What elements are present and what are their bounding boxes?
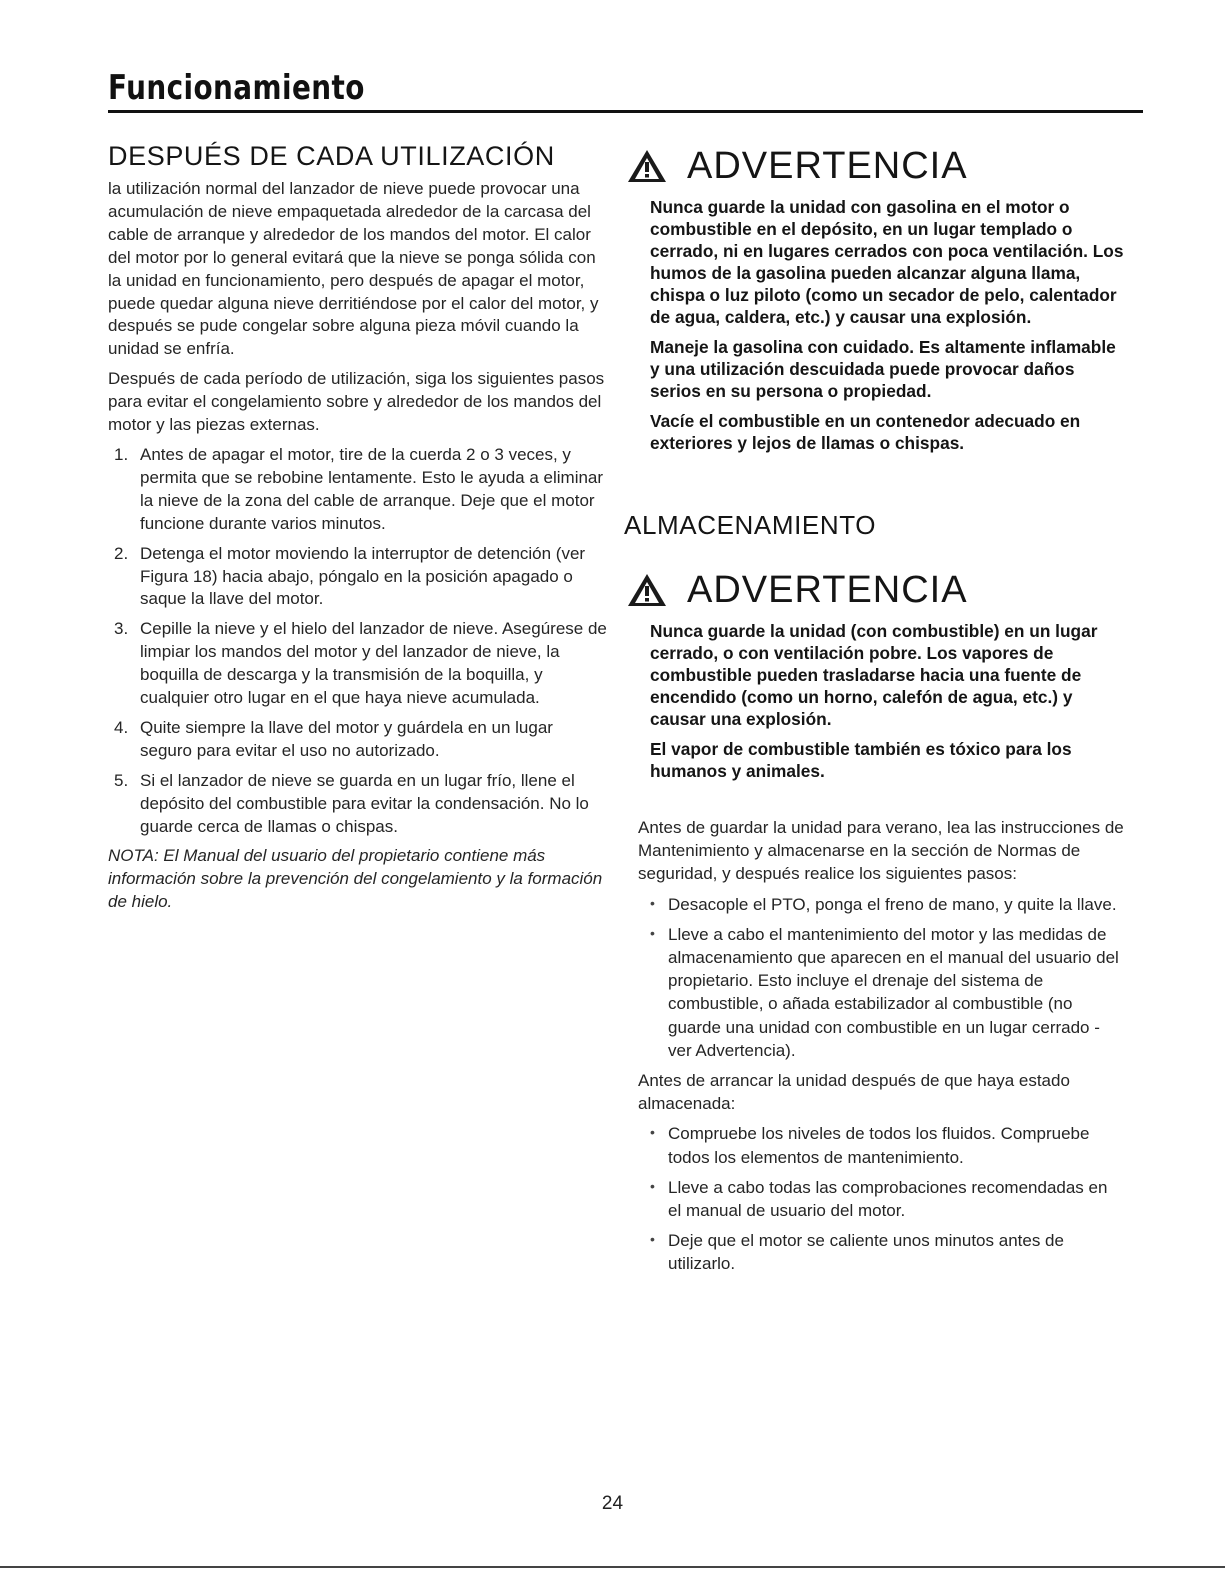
warning-triangle-icon — [627, 573, 667, 607]
step-item — [108, 717, 608, 763]
storage-intro: Antes de guardar la unidad para verano, lea las instrucciones de Mantenimiento y almacenarse en la sección de Normas de seguridad, y después realice los siguientes pasos: — [638, 818, 1124, 884]
step-text: Si el lanzador de nieve se guarda en un lugar frío, llene el depósito del combustible para evitar la condensación. No lo guarde cerca de llamas o chispas. — [140, 770, 589, 836]
note-text: NOTA: El Manual del usuario del propietario contiene más información sobre la prevención del congelamiento y la formación de hielo. — [108, 846, 603, 912]
warnings-storage-section — [624, 140, 1124, 1283]
step-number: 2. — [114, 543, 129, 563]
step-number: 3. — [114, 619, 129, 639]
step-item — [108, 618, 608, 710]
warning-text: El vapor de combustible también es tóxico para los humanos y animales. — [650, 739, 1072, 781]
warning-title: ADVERTENCIA — [687, 569, 968, 611]
warning-triangle-icon — [627, 149, 667, 183]
page-number: 24 — [601, 1493, 624, 1514]
bullet-item: • Lleve a cabo todas las comprobaciones recomendadas en el manual de usuario del motor. — [624, 1176, 1124, 1222]
after-use-section — [108, 140, 608, 914]
step-number: 1. — [114, 444, 129, 464]
warning-text: Maneje la gasolina con cuidado. Es altamente inflamable y una utilización descuidada puede provocar daños serios en su persona o propiedad. — [650, 337, 1116, 401]
warning-text: Vacíe el combustible en un contenedor adecuado en exteriores y lejos de llamas o chispas. — [650, 411, 1081, 453]
step-number: 4. — [114, 717, 129, 737]
storage-bullets — [624, 893, 1124, 1062]
step-item — [108, 444, 608, 536]
after-use-paragraph: la utilización normal del lanzador de nieve puede provocar una acumulación de nieve empaquetada alrededor de la carcasa del cable de arranque y alrededor de los mandos del motor. El calor del motor por lo general evitará que la nieve se ponga sólida con la unidad en funcionamiento, pero después de apagar el motor, puede quedar alguna nieve derritiéndose por el calor del motor, y después se pude congelar sobre alguna pieza móvil cuando la unidad se enfría. — [108, 179, 599, 359]
step-text: Antes de apagar el motor, tire de la cuerda 2 o 3 veces, y permita que se rebobine lentamente. Esto le ayuda a eliminar la nieve de la zona del cable de arranque. Deje que el motor funcione durante varios minutos. — [140, 444, 604, 533]
warning-text: Nunca guarde la unidad (con combustible) en un lugar cerrado, o con ventilación pobre. Los vapores de combustible pueden trasladarse hacia una fuente de encendido (como un horno, calefón de agua, etc.) y causar una explosión. — [650, 621, 1098, 729]
after-use-steps — [108, 444, 608, 839]
restart-intro: Antes de arrancar la unidad después de que haya estado almacenada: — [638, 1071, 1070, 1114]
after-use-heading: DESPUÉS DE CADA UTILIZACIÓN — [108, 141, 555, 171]
warning-header — [624, 140, 1124, 192]
warning-title: ADVERTENCIA — [687, 145, 968, 187]
bullet-item: • Lleve a cabo el mantenimiento del motor y las medidas de almacenamiento que aparecen en el manual del usuario del propietario. Esto incluye el drenaje del sistema de combustible, o añada estabilizador al combustible (no guarde una unidad con combustible en un lugar cerrado - ver Advertencia). — [624, 923, 1124, 1062]
step-item — [108, 770, 608, 839]
bullet-item: • Deje que el motor se caliente unos minutos antes de utilizarlo. — [624, 1229, 1124, 1275]
bullet-item: • Compruebe los niveles de todos los fluidos. Compruebe todos los elementos de mantenimiento. — [624, 1122, 1124, 1168]
step-text: Quite siempre la llave del motor y guárdela en un lugar seguro para evitar el uso no autorizado. — [140, 717, 553, 760]
warning-header — [624, 564, 1124, 616]
warning-text: Nunca guarde la unidad con gasolina en el motor o combustible en el depósito, en un lugar templado o cerrado, ni en lugares cerrados con poca ventilación. Los humos de la gasolina pueden alcanzar alguna llama, chispa o luz piloto (como un secador de pelo, calentador de agua, caldera, etc.) y causar una explosión. — [650, 197, 1124, 327]
restart-bullets — [624, 1122, 1124, 1275]
bullet-item: • Desacople el PTO, ponga el freno de mano, y quite la llave. — [624, 893, 1124, 916]
bottom-divider — [0, 1566, 1225, 1568]
section-divider — [108, 110, 1143, 113]
step-number: 5. — [114, 770, 129, 790]
section-title: Funcionamiento — [108, 68, 365, 108]
step-text: Cepille la nieve y el hielo del lanzador de nieve. Asegúrese de limpiar los mandos del motor y del lanzador de nieve, la boquilla de descarga y la transmisión de la boquilla, y cualquier otro lugar en el que haya nieve acumulada. — [140, 619, 607, 708]
storage-heading: ALMACENAMIENTO — [624, 510, 877, 540]
after-use-paragraph: Después de cada período de utilización, siga los siguientes pasos para evitar el congelamiento sobre y alrededor de los mandos del motor y las piezas externas. — [108, 369, 605, 435]
step-item — [108, 543, 608, 612]
step-text: Detenga el motor moviendo la interruptor de detención (ver Figura 18) hacia abajo, póngalo en la posición apagado o saque la llave del motor. — [140, 543, 586, 609]
